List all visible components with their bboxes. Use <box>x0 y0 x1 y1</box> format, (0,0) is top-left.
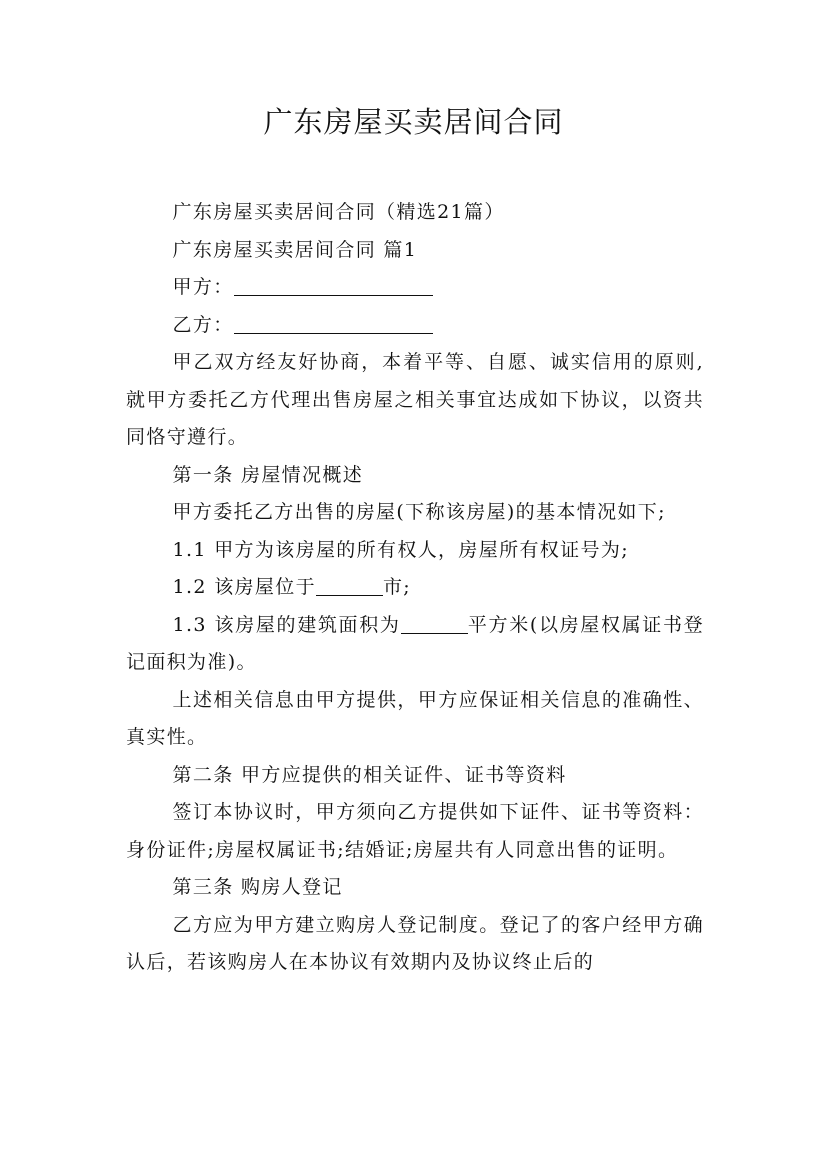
party-a-blank <box>234 275 433 296</box>
subtitle: 广东房屋买卖居间合同（精选21篇） <box>172 201 505 223</box>
article-2-paragraph-1: 签订本协议时，甲方须向乙方提供如下证件、证书等资料：身份证件;房屋权属证书;结婚证;房屋共有人同意出售的证明。 <box>126 801 704 861</box>
intro-paragraph: 甲乙双方经友好协商，本着平等、自愿、诚实信用的原则,就甲方委托乙方代理出售房屋之相关事宜达成如下协议，以资共同恪守遵行。 <box>126 351 704 448</box>
article-1-paragraph-2: 上述相关信息由甲方提供，甲方应保证相关信息的准确性、真实性。 <box>126 688 704 748</box>
item-1-2-blank <box>316 575 383 596</box>
party-b-label: 乙方： <box>172 313 234 336</box>
item-1-2-text-b: 市; <box>382 576 412 598</box>
article-1-title: 第一条 房屋情况概述 <box>172 463 364 486</box>
article-2-title: 第二条 甲方应提供的相关证件、证书等资料 <box>172 763 567 786</box>
article-3-title: 第三条 购房人登记 <box>172 876 343 898</box>
document-title: 广东房屋买卖居间合同 <box>263 105 564 139</box>
section-heading: 广东房屋买卖居间合同 篇1 <box>172 238 418 261</box>
article-1-paragraph-1: 甲方委托乙方出售的房屋(下称该房屋)的基本情况如下; <box>172 501 666 523</box>
item-1-3-text-b: 平方米(以房屋权属证书登记面积为准)。 <box>126 613 704 673</box>
item-1-1: 1.1 甲方为该房屋的所有权人，房屋所有权证号为; <box>172 538 629 561</box>
party-b-blank <box>234 313 433 334</box>
item-1-2-text-a: 1.2 该房屋位于 <box>172 576 316 598</box>
document-body <box>126 194 704 982</box>
item-1-2 <box>126 569 704 607</box>
item-1-3-blank <box>401 613 468 634</box>
article-3-paragraph-1: 乙方应为甲方建立购房人登记制度。登记了的客户经甲方确认后，若该购房人在本协议有效期内及协议终止后的 <box>126 913 704 973</box>
item-1-3 <box>126 607 704 682</box>
party-b-line <box>126 307 704 345</box>
item-1-3-text-a: 1.3 该房屋的建筑面积为 <box>172 613 401 636</box>
party-a-line <box>126 269 704 307</box>
party-a-label: 甲方： <box>172 276 234 298</box>
